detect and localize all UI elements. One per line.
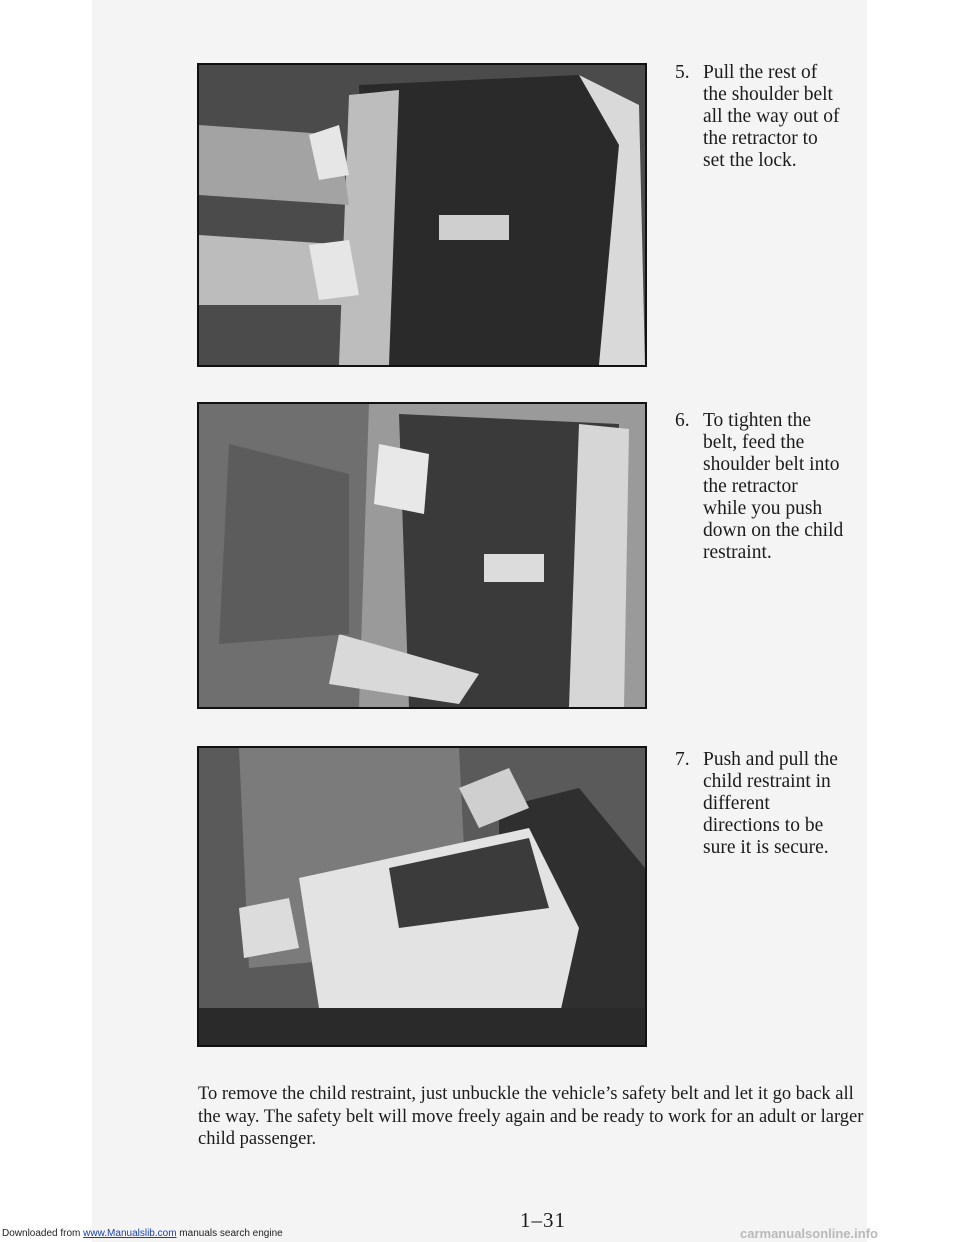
seat-drawing-icon bbox=[199, 748, 645, 1045]
manualslib-link[interactable]: www.Manualslib.com bbox=[83, 1228, 177, 1239]
seat-drawing-icon bbox=[199, 65, 645, 365]
step-text: To tighten the belt, feed the shoulder belt into the retractor while you push down on the child restraint. bbox=[703, 410, 844, 563]
child-seat-secure-check-illustration bbox=[197, 746, 647, 1047]
step-text: Push and pull the child restraint in different directions to be sure it is secure. bbox=[703, 749, 838, 858]
child-seat-tighten-belt-illustration bbox=[197, 402, 647, 709]
step-number: 6. bbox=[675, 410, 690, 431]
page-number: 1–31 bbox=[520, 1208, 566, 1232]
seat-drawing-icon bbox=[199, 404, 645, 707]
step-number: 7. bbox=[675, 749, 690, 770]
watermark: carmanualsonline.info bbox=[740, 1226, 878, 1241]
step-text: Pull the rest of the shoulder belt all the way out of the retractor to set the lock. bbox=[703, 62, 840, 171]
closing-paragraph: To remove the child restraint, just unbuckle the vehicle’s safety belt and let it go back all the way. The safety belt will move freely again and be ready to work for an adult or larger child passenger. bbox=[198, 1084, 864, 1149]
child-seat-shoulder-belt-illustration bbox=[197, 63, 647, 367]
step-number: 5. bbox=[675, 62, 690, 83]
download-banner: Downloaded from www.Manualslib.com manuals search engine bbox=[2, 1228, 283, 1239]
